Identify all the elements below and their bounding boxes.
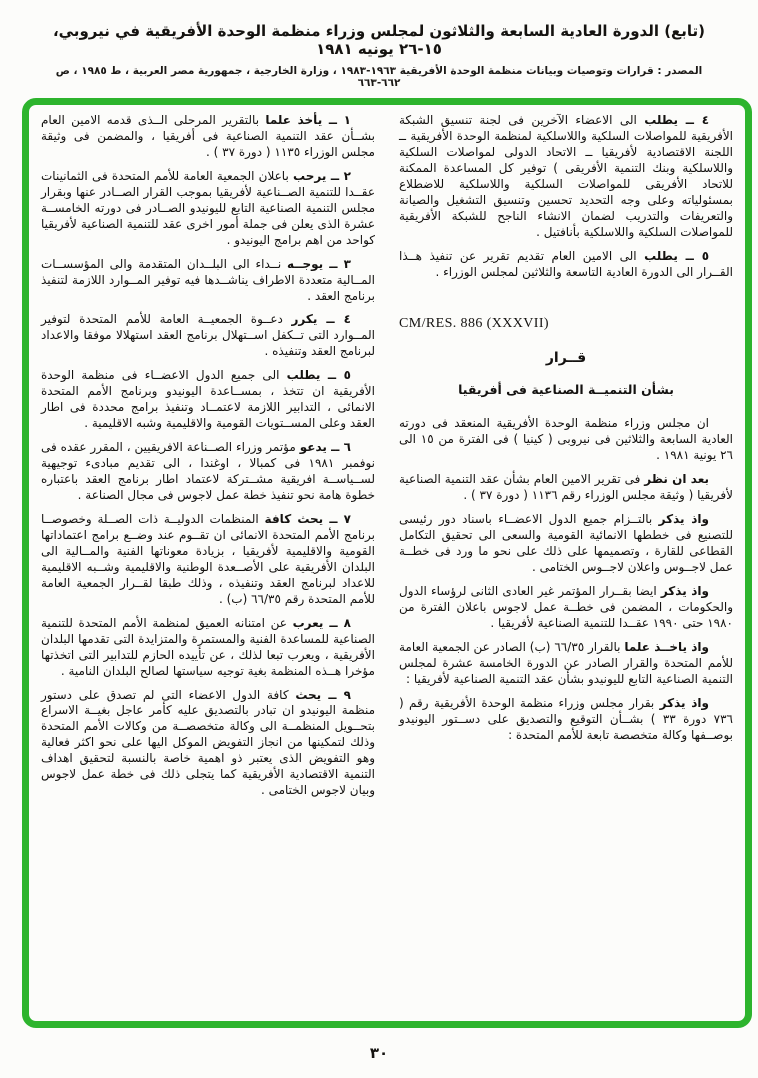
- resolution-code: CM/RES. 886 (XXXVII): [399, 315, 549, 331]
- paragraph-text: بقرار مجلس وزراء منظمة الوحدة الأفريقية رقم ( ٧٣٦ دورة ٣٣ ) بشــأن التوقيع والتصديق على دســتور اليونيدو بوصــفها وكالة متخصصة تابعة للأمم المتحدة :: [399, 695, 733, 742]
- paragraph: [399, 512, 733, 576]
- paragraph-lead: ٥ ــ يطلب: [286, 368, 351, 383]
- paragraph-text: الى جميع الدول الاعضــاء فى منظمة الوحدة الأفريقية ان تتخذ ، بمســاعدة اليونيدو وبرنامج الأمم المتحدة الانمائى ، التدابير اللازمة لاعتمــاد وتنفيذ برامج محددة فى اطار العقد وعلى المســتويات القومية والاقليمية وشبه الاقليمية .: [41, 368, 375, 431]
- columns-wrapper: [41, 113, 733, 1013]
- paragraph-lead: واذ يذكر: [659, 695, 709, 710]
- paragraph-text: مؤتمر وزراء الصــناعة الافريقيين ، المقرر عقده فى نوفمبر ١٩٨١ فى كمبالا ، اوغندا ، الى تقديم مبادىء توجيهية لســياســة افريقية مشــتركة لاعتماد اطار برنامج العقد باعتباره خطوة هامة نحو تنفيذ خطة عمل لاجوس فى مجال الصناعة .: [41, 440, 375, 503]
- paragraph-text: بالتــزام جميع الدول الاعضــاء باسناد دور رئيسى للتصنيع فى خططها الانمائية القومية والسعى الى تحقيق التكامل القطاعى للقارة ، وتصميمها على ذلك على نحو ما ورد فى خطــة عمل لاجــوس واعلان لاجــوس الختامى .: [399, 512, 733, 574]
- paragraph-lead: ٣ ــ يوجــه: [286, 256, 351, 271]
- paragraph: [399, 640, 733, 688]
- paragraph: [399, 113, 733, 241]
- paragraph-lead: ٩ ــ يحث: [295, 687, 351, 702]
- paragraph-text: الى الاعضاء الآخرين فى لجنة تنسيق الشبكة الأفريقية للمواصلات السلكية واللاسلكية لمنظمة الوحدة الأفريقية ــ اللجنة الاقتصادية لأفريقيا ــ الاتحاد الدولى لمواصلات السلكية واللاسلكية وبنك التنمية الأفريقى ) توفير كل المساعدة الممكنة للاتحاد الأفريقى للمواصلات السلكية واللاسلكية للاضطلاع بمسئولياته وعلى وجه التحديد تحسين وتنسيق التشغيل والصيانة والتعريفات والتدريب لضمان الانشاء الناجح للشبكة الأفريقية للمواصلات السلكية واللاسلكية بأنافتيل .: [399, 113, 733, 239]
- paragraph: [399, 416, 733, 464]
- paragraph-lead: ١ ــ يأخذ علما: [265, 113, 351, 127]
- paragraph-text: فى تقرير الامين العام بشأن عقد التنمية الصناعية لأفريقيا ( وثيقة مجلس الوزراء رقم ١١٣٦ ( دورة ٣٧ ) .: [399, 472, 733, 503]
- page-number: ٣٠: [369, 1044, 389, 1062]
- paragraph-lead: بعد ان نظر: [644, 472, 709, 487]
- paragraph: [399, 696, 733, 744]
- paragraph-text: ان مجلس وزراء منظمة الوحدة الأفريقية المنعقد فى دورته العادية السابعة والثلاثين فى نيروبى ( كينيا ) فى الفترة من ١٥ الى ٢٦ يونية ١٩٨١ .: [399, 416, 733, 463]
- paragraph: [41, 169, 375, 249]
- paragraph: [41, 113, 375, 161]
- paragraph-lead: ٥ ــ يطلب: [644, 248, 710, 263]
- paragraph-text: عن امتنانه العميق لمنظمة الأمم المتحدة للتنمية الصناعية للمساعدة الفنية والمستمرة والمتزايدة التى تقدمها البلدان الأفريقية ، ويعرب تبعا لذلك ، عن تأييده الحازم للتدابير التى اتخذتها مؤخرا هــذه المنظمة بغية توجيه سياستها لصالح البلدان النامية .: [41, 615, 375, 678]
- paragraph: [41, 616, 375, 680]
- resolution-subtitle: بشأن التنميــة الصناعية فى أفريقيا: [458, 381, 674, 397]
- paragraph-text: ايضا بقــرار المؤتمر غير العادى الثانى لرؤساء الدول والحكومات ، المضمن فى خطــة عمل لاجوس باعلان الفترة من ١٩٨٠ حتى ١٩٩٠ عقــدا للتنمية الصناعية لأفريقيا .: [399, 583, 733, 630]
- paragraph-lead: ٧ ــ يحث كافة: [264, 511, 351, 526]
- paragraph: [399, 249, 733, 281]
- paragraph: [399, 472, 733, 504]
- paragraph: [41, 368, 375, 432]
- paragraph-lead: ٨ ــ يعرب: [292, 615, 351, 630]
- paragraph: [41, 257, 375, 305]
- source-line: المصدر : قرارات وتوصيات وبيانات منظمة الوحدة الأفريقية ١٩٦٣-١٩٨٣ ، وزارة الخارجية ، جمهورية مصر العربية ، ط ١٩٨٥ ، ص ٦٦٢-٦٦٣: [55, 65, 703, 89]
- paragraph: [41, 512, 375, 608]
- paragraph: [41, 312, 375, 360]
- paragraph-lead: ٢ ــ يرحب: [293, 168, 351, 183]
- resolution-heading: قــرار: [545, 350, 587, 367]
- paragraph-lead: ٦ ــ يدعو: [299, 440, 351, 455]
- page-header: [0, 22, 758, 89]
- right-column: [399, 113, 733, 1013]
- paragraph-text: المنظمات الدوليــة ذات الصــلة وخصوصــا برنامج الأمم المتحدة الانمائى ان تقــوم عند وضــع برامج اعتماداتها القومية والاقليمية لأفريقيا ، بزيادة معوناتها الفنية والمــالية الى البلدان الأفريقية على الأصــعدة الوطنية والاقليمية وشــبه الاقليمية للاعداد لبرنامج العقد وتنفيذه ، وذلك طبقا لقــرار الجمعية العامة للأمم المتحدة رقم ٦٦/٣٥ (ب) .: [41, 511, 375, 606]
- paragraph-text: بالتقرير المرحلى الــذى قدمه الامين العام بشــأن عقد التنمية الصناعية فى أفريقيا ، والمضمن فى وثيقة مجلس الوزراء ١١٣٥ ( دورة ٣٧ ) .: [41, 113, 375, 159]
- left-column: [41, 113, 375, 1013]
- paragraph-text: كافة الدول الاعضاء التى لم تصدق على دستور منظمة اليونيدو ان تبادر بالتصديق عليه كأمر عاجل بغيــة الاسراع بتحــويل المنظمــة الى وكالة متخصصــة من وكالات الأمم المتحدة وذلك لتمكينها من انجاز التفويض الموكل اليها على نحو اكثر فعالية وهو التفويض الذى يعتبر ذو اهمية خاصة بالنسبة لتحقيق اهداف التنمية الاقتصادية الأفريقية كما يتجلى ذلك فى خطة عمل لاجوس وبيان لاجوس الختامى .: [41, 687, 375, 798]
- content-frame: [22, 98, 752, 1028]
- paragraph-text: نــداء الى البلــدان المتقدمة والى المؤسســات المــالية متعددة الاطراف يناشــدها فيه توفير المــوارد اللازمة لتنفيذ برنامج العقد .: [41, 256, 375, 303]
- paragraph-lead: ٤ ــ يطلب: [644, 113, 710, 127]
- paragraph-text: دعــوة الجمعيــة العامة للأمم المتحدة لتوفير المــوارد التى تــكفل اســتهلال برنامج العقد استهلالا موفقا والاعداد لبرنامج العقد وتنفيذه .: [41, 312, 375, 359]
- paragraph-text: بالقرار ٦٦/٣٥ (ب) الصادر عن الجمعية العامة للأمم المتحدة والقرار الصادر عن الدورة الخامسة عشرة لمجلس التنمية الصناعية التابع لليونيدو بشأن عقد التنمية الصناعية لأفريقيا :: [399, 639, 733, 686]
- page-title: (تابع) الدورة العادية السابعة والثلاثون لمجلس وزراء منظمة الوحدة الأفريقية في نيروبي، ١٥-٢٦ يونيه ١٩٨١: [52, 22, 706, 58]
- paragraph-lead: واذ ياخــذ علما: [624, 639, 709, 654]
- paragraph-lead: ٤ ــ يكرر: [291, 312, 351, 327]
- paragraph-lead: واذ يذكر: [658, 512, 709, 527]
- paragraph-lead: واذ يذكر: [660, 583, 709, 598]
- paragraph-text: باعلان الجمعية العامة للأمم المتحدة فى الثمانينات عقــدا للتنمية الصــناعية لأفريقيا بموجب القرار الصــادر عنها وبقرار مجلس التنمية الصناعية التابع لليونيدو الصــادر فى دورته الخامســة عشرة الذى يعلن فى جملة أمور اخرى عقد للتنمية الصناعية لأفريقيا كواحد من اهم برامج اليونيدو .: [41, 168, 375, 247]
- paragraph: [41, 440, 375, 504]
- paragraph: [399, 584, 733, 632]
- paragraph-text: الى الامين العام تقديم تقرير عن تنفيذ هــذا القــرار الى الدورة العادية التاسعة والثلاثين لمجلس الوزراء .: [399, 248, 733, 279]
- paragraph: [41, 688, 375, 800]
